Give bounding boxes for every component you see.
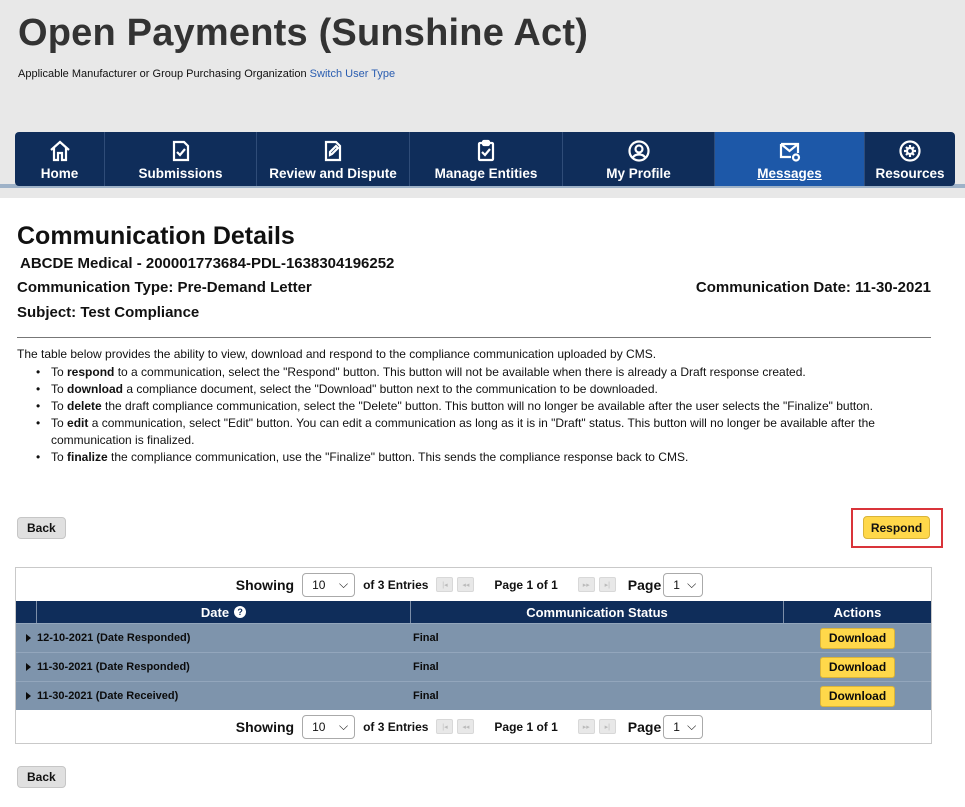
nav-home-label: Home (40, 166, 79, 181)
header-status[interactable]: Communication Status (411, 601, 784, 623)
mail-icon (778, 139, 802, 163)
showing-label: Showing (235, 718, 295, 735)
site-header (0, 0, 965, 118)
nav-entities-label: Manage Entities (434, 166, 538, 181)
next-page-icon[interactable]: ▸▸ (578, 577, 595, 592)
chevron-down-icon: ⌵ (338, 719, 349, 733)
nav-wrapper (0, 118, 965, 198)
nav-review-label: Review and Dispute (269, 166, 397, 181)
communication-subject: Subject: Test Compliance (17, 304, 200, 321)
header-actions: Actions (833, 604, 882, 620)
user-type-text: Applicable Manufacturer or Group Purchasing Organization (18, 68, 307, 80)
instruction-item: • To finalize the compliance communication, use the "Finalize" button. This sends the compliance response back to CMS. (36, 449, 926, 466)
divider (17, 337, 931, 338)
header-date[interactable]: Date ? (37, 601, 411, 623)
chevron-down-icon: ⌵ (687, 719, 697, 733)
download-button[interactable]: Download (820, 628, 895, 649)
nav-submissions[interactable] (105, 132, 257, 186)
header-expand-col (16, 601, 37, 623)
communications-table (15, 567, 932, 744)
table-header (16, 601, 931, 623)
prev-page-icon[interactable]: ◂◂ (457, 719, 474, 734)
page-select[interactable]: 1 ⌵ (663, 715, 703, 739)
showing-label: Showing (235, 576, 295, 593)
nav-review-dispute[interactable] (257, 132, 410, 186)
row-date: 11-30-2021 (Date Responded) (37, 661, 190, 673)
entries-count: of 3 Entries (363, 719, 429, 734)
entries-count: of 3 Entries (363, 577, 429, 592)
pager-bottom (16, 710, 931, 743)
instructions-list (36, 364, 926, 466)
submissions-icon (169, 139, 193, 163)
main-nav (15, 132, 955, 186)
home-icon (48, 139, 72, 163)
back-button-top[interactable]: Back (17, 517, 66, 539)
page-title: Communication Details (17, 222, 295, 250)
first-page-icon[interactable]: |◂ (436, 577, 453, 592)
download-button[interactable]: Download (820, 657, 895, 678)
nav-resources[interactable] (865, 132, 955, 186)
user-type-line (18, 68, 395, 80)
last-page-icon[interactable]: ▸| (599, 719, 616, 734)
respond-button[interactable]: Respond (863, 516, 930, 539)
page-size-select[interactable]: 10 ⌵ (302, 715, 355, 739)
switch-user-type-link[interactable]: Switch User Type (309, 68, 396, 80)
first-page-icon[interactable]: |◂ (436, 719, 453, 734)
prev-page-icon[interactable]: ◂◂ (457, 577, 474, 592)
row-status: Final (413, 661, 439, 673)
page-size-select[interactable]: 10 ⌵ (302, 573, 355, 597)
organization-id: ABCDE Medical - 200001773684-PDL-1638304196252 (20, 255, 395, 272)
instructions-intro: The table below provides the ability to view, download and respond to the compliance communication uploaded by CMS. (17, 347, 657, 361)
nav-home[interactable] (15, 132, 105, 186)
nav-submissions-label: Submissions (138, 166, 223, 181)
communication-type: Communication Type: Pre-Demand Letter (17, 279, 312, 296)
instruction-item: • To delete the draft compliance communication, select the "Delete" button. This button will no longer be available after the user selects the "Finalize" button. (36, 398, 926, 415)
row-status: Final (413, 690, 439, 702)
page-of-label: Page 1 of 1 (494, 719, 558, 734)
expand-row-icon[interactable] (26, 634, 31, 642)
nav-profile-label: My Profile (606, 166, 671, 181)
communication-date: Communication Date: 11-30-2021 (695, 279, 931, 296)
table-row (16, 681, 931, 710)
next-page-icon[interactable]: ▸▸ (578, 719, 595, 734)
user-circle-icon (627, 139, 651, 163)
site-title: Open Payments (Sunshine Act) (18, 12, 589, 54)
nav-my-profile[interactable] (563, 132, 715, 186)
table-row (16, 623, 931, 652)
instruction-item: • To respond to a communication, select the "Respond" button. This button will not be available when there is already a Draft response created. (36, 364, 926, 381)
help-icon[interactable]: ? (234, 606, 246, 618)
row-date: 11-30-2021 (Date Received) (37, 690, 179, 702)
page-label: Page (627, 718, 662, 735)
row-status: Final (413, 632, 439, 644)
back-button-bottom[interactable]: Back (17, 766, 66, 788)
chevron-down-icon: ⌵ (687, 577, 697, 591)
edit-document-icon (321, 139, 345, 163)
nav-messages[interactable] (715, 132, 865, 186)
page-of-label: Page 1 of 1 (494, 577, 558, 592)
nav-messages-label: Messages (757, 166, 822, 181)
page-select[interactable]: 1 ⌵ (663, 573, 703, 597)
gear-icon (898, 139, 922, 163)
page-label: Page (627, 576, 662, 593)
expand-row-icon[interactable] (26, 663, 31, 671)
instruction-item: • To edit a communication, select "Edit" button. You can edit a communication as long as it is in "Draft" status. This button will no longer be available after the communication is finalized. (36, 415, 926, 449)
chevron-down-icon: ⌵ (338, 577, 349, 591)
last-page-icon[interactable]: ▸| (599, 577, 616, 592)
table-row (16, 652, 931, 681)
nav-manage-entities[interactable] (410, 132, 563, 186)
download-button[interactable]: Download (820, 686, 895, 707)
row-date: 12-10-2021 (Date Responded) (37, 632, 191, 644)
instruction-item: • To download a compliance document, select the "Download" button next to the communication to be downloaded. (36, 381, 926, 398)
expand-row-icon[interactable] (26, 692, 31, 700)
pager-top (16, 568, 931, 601)
clipboard-check-icon (474, 139, 498, 163)
nav-resources-label: Resources (875, 166, 945, 181)
